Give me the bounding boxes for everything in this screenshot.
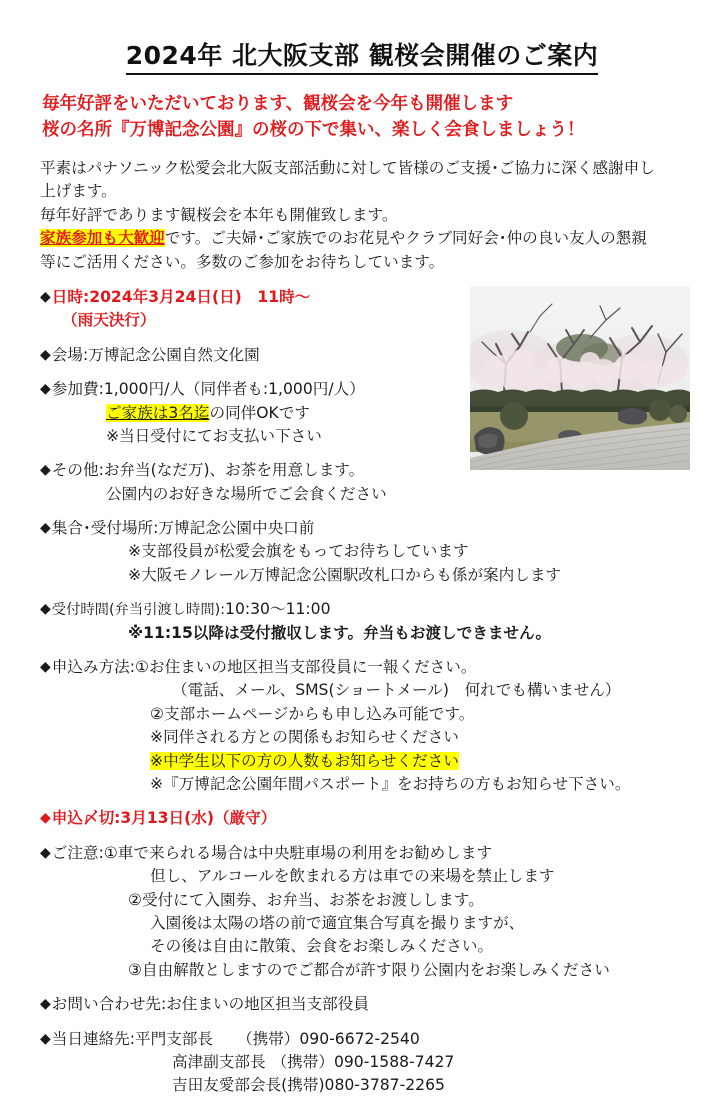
section-how-to-apply-subline-4: ※『万博記念公園年間パスポート』をお持ちの方もお知らせ下さい。 — [150, 775, 631, 794]
day-contact-row-2 — [40, 1074, 690, 1097]
section-day-contacts — [40, 1028, 690, 1098]
section-deadline-main — [40, 807, 690, 830]
junior-student-count-highlight: ※中学生以下の方の人数もお知らせください — [150, 751, 459, 770]
section-cautions-subline-3: その後は自由に散策、会食をお楽しみください。 — [150, 937, 494, 956]
intro-line-2: 上げます。 — [40, 182, 117, 201]
section-how-to-apply-subline-3 — [40, 750, 690, 773]
family-limit-highlight: ご家族は3名迄 — [106, 403, 210, 422]
intro-line-4 — [40, 227, 684, 250]
day-contact-phone-0: 090-6672-2540 — [299, 1029, 420, 1048]
section-meeting-place-subline-1: ※大阪モノレール万博記念公園駅改札口からも係が案内します — [128, 565, 562, 584]
intro-line-5: 等にご活用ください。多数のご参加をお待ちしています。 — [40, 252, 445, 271]
bullet-diamond-icon: ◆ — [40, 601, 51, 618]
day-contact-kind-0: （携帯） — [237, 1029, 300, 1048]
day-contact-name-2: 吉田友愛部会長 — [172, 1076, 282, 1095]
bullet-diamond-icon: ◆ — [40, 381, 51, 398]
section-datetime-value: 2024年3月24日(日) 11時～ — [89, 287, 311, 306]
section-meeting-place-value: 万博記念公園中央口前 — [158, 519, 315, 538]
section-fee-label: 参加費: — [51, 380, 104, 399]
section-reception-time-main — [40, 598, 690, 621]
bullet-diamond-icon: ◆ — [40, 346, 51, 363]
section-deadline-label: 申込〆切: — [51, 809, 121, 828]
day-contact-kind-2: (携帯) — [281, 1076, 325, 1095]
subtitle-line-2: 桜の名所『万博記念公園』の桜の下で集い、楽しく会食しましょう！ — [42, 119, 585, 140]
section-how-to-apply-subline-2: ※同伴される方との関係もお知らせください — [150, 728, 459, 747]
section-inquiry — [40, 993, 690, 1016]
section-inquiry-label: お問い合わせ先: — [51, 995, 167, 1014]
section-fee-value: 1,000円/人（同伴者も:1,000円/人） — [103, 380, 365, 399]
section-reception-time-value: 10:30～11:00 — [225, 600, 331, 619]
section-how-to-apply-main — [40, 656, 690, 679]
day-contact-row-1 — [40, 1051, 690, 1074]
intro-line-4-rest: です。ご夫婦･ご家族でのお花見やクラブ同好会･仲の良い友人の懇親 — [164, 229, 647, 248]
bullet-diamond-icon: ◆ — [40, 288, 51, 305]
day-contact-phone-1: 090-1588-7427 — [333, 1052, 455, 1071]
section-datetime-subline-0: （雨天決行） — [62, 311, 156, 330]
section-cautions — [40, 842, 690, 982]
bullet-diamond-icon: ◆ — [40, 462, 51, 479]
cherry-blossom-garden-photo — [470, 286, 690, 470]
section-how-to-apply-subline-0: （電話、メール、SMS(ショートメール) 何れでも構いません） — [172, 681, 621, 700]
intro-line-3: 毎年好評であります観桜会を本年も開催致します。 — [40, 205, 398, 224]
section-inquiry-main — [40, 993, 690, 1016]
section-meeting-place-main — [40, 517, 690, 540]
photo-artwork — [470, 286, 690, 470]
family-limit-rest: の同伴OKです — [209, 403, 310, 422]
section-cautions-subline-2: 入園後は太陽の塔の前で適宜集合写真を撮りますが、 — [150, 913, 525, 932]
section-cautions-subline-0: 但し、アルコールを飲まれる方は車での来場を禁止します — [150, 867, 555, 886]
section-deadline — [40, 807, 690, 830]
intro-paragraph — [40, 157, 684, 274]
day-contacts-label: 当日連絡先: — [51, 1029, 136, 1048]
section-meeting-place-label: 集合･受付場所: — [51, 519, 159, 538]
section-other-value: お弁当(なだ万)、お茶を用意します。 — [103, 461, 365, 480]
section-deadline-value: 3月13日(水)（厳守） — [120, 809, 277, 828]
section-cautions-value: ①車で来られる場合は中央駐車場の利用をお勧めします — [103, 843, 493, 862]
title-container — [0, 0, 724, 75]
section-fee-subline-1: ※当日受付にてお支払い下さい — [106, 426, 322, 445]
section-reception-time-subline-0: ※11:15以降は受付撤収します。弁当もお渡しできません。 — [128, 623, 552, 642]
day-contact-name-1: 高津副支部長 — [172, 1052, 266, 1071]
page-title: 2024年 北大阪支部 観桜会開催のご案内 — [126, 40, 599, 75]
section-datetime-label: 日時: — [51, 287, 90, 306]
day-contact-name-0: 平門支部長 — [135, 1029, 213, 1048]
family-welcome-highlight: 家族参加も大歓迎 — [40, 229, 165, 248]
section-reception-time-label: 受付時間(弁当引渡し時間): — [51, 602, 226, 619]
section-venue-value: 万博記念公園自然文化園 — [88, 345, 260, 364]
section-inquiry-value: お住まいの地区担当支部役員 — [166, 995, 369, 1014]
section-how-to-apply-subline-1: ②支部ホームページからも申し込み可能です。 — [150, 704, 475, 723]
section-how-to-apply-label: 申込み方法: — [51, 658, 136, 677]
section-other-subline-0: 公園内のお好きな場所でご会食ください — [106, 484, 387, 503]
section-how-to-apply — [40, 656, 690, 796]
section-cautions-main — [40, 842, 690, 865]
bullet-diamond-icon: ◆ — [40, 996, 51, 1013]
day-contact-row-0 — [40, 1028, 690, 1051]
section-venue-label: 会場: — [51, 345, 89, 364]
section-meeting-place-subline-0: ※支部役員が松愛会旗をもってお待ちしています — [128, 542, 469, 561]
intro-line-1: 平素はパナソニック松愛会北大阪支部活動に対して皆様のご支援･ご協力に深く感謝申し — [40, 159, 655, 177]
day-contact-kind-1: （携帯） — [271, 1052, 334, 1071]
section-reception-time — [40, 598, 690, 645]
section-cautions-subline-1: ②受付にて入園券、お弁当、お茶をお渡しします。 — [128, 890, 484, 909]
subtitle-line-1: 毎年好評をいただいております、観桜会を今年も開催します — [42, 94, 514, 115]
bullet-diamond-icon: ◆ — [40, 1030, 51, 1047]
bullet-diamond-icon: ◆ — [40, 520, 51, 537]
section-how-to-apply-value: ①お住まいの地区担当支部役員に一報ください。 — [135, 658, 477, 677]
bullet-diamond-icon: ◆ — [40, 659, 51, 676]
section-cautions-subline-4: ③自由解散としますのでご都合が許す限り公園内をお楽しみください — [128, 960, 610, 979]
bullet-diamond-icon: ◆ — [40, 844, 51, 861]
day-contact-phone-2: 080-3787-2265 — [324, 1076, 445, 1095]
section-meeting-place — [40, 517, 690, 587]
section-other-label: その他: — [51, 461, 104, 480]
section-cautions-label: ご注意: — [51, 843, 104, 862]
bullet-diamond-icon: ◆ — [40, 810, 51, 827]
subtitle-block — [42, 92, 724, 143]
